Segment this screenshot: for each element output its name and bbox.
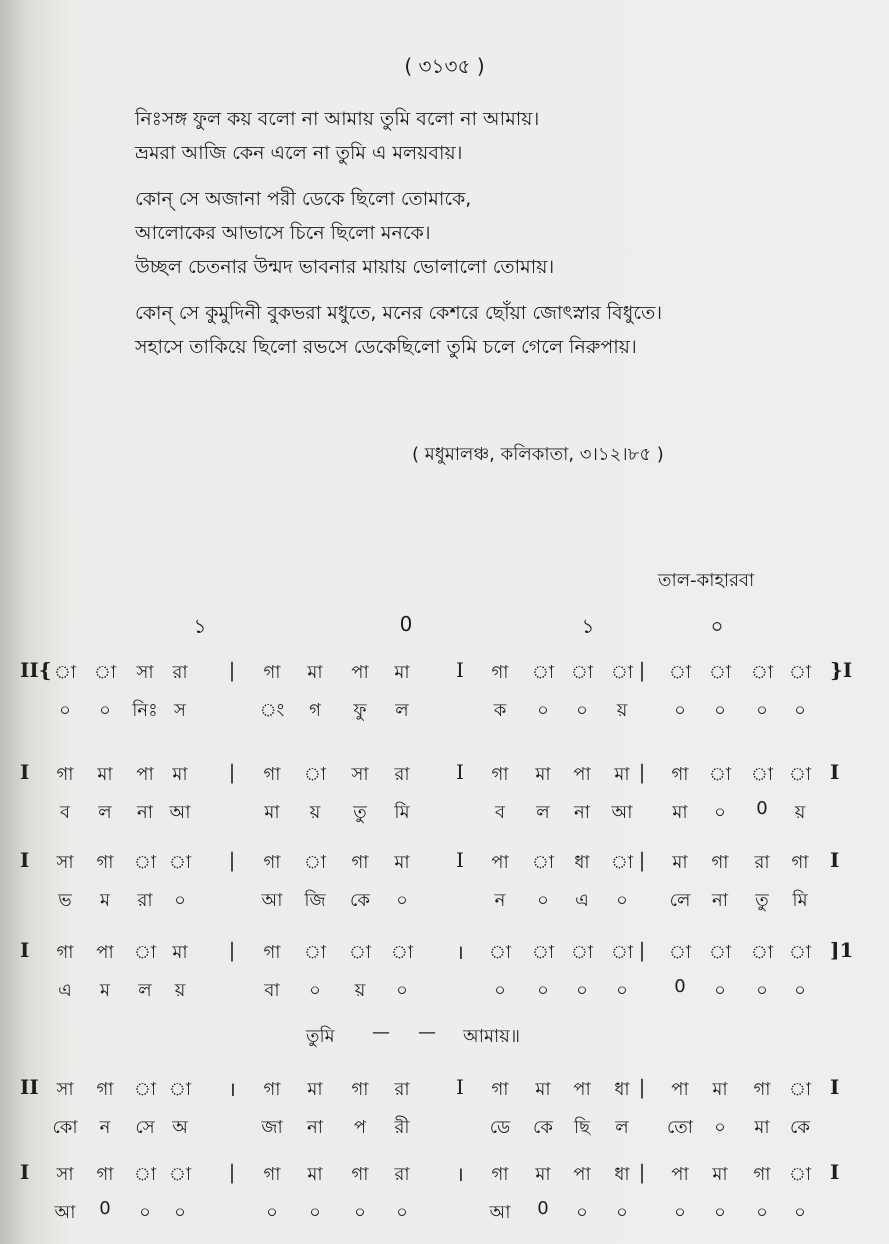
notation-row [0, 938, 889, 1008]
swara-note: া [788, 764, 812, 785]
swara-note: গা [96, 1164, 114, 1185]
swara-note: া [668, 942, 692, 963]
tala-label: তাল-কাহারবা [658, 570, 755, 591]
swara-note: া [708, 764, 732, 785]
notation-row [0, 760, 889, 830]
lyric-syllable: ০ [99, 700, 111, 721]
lyric-syllable: অ [172, 1117, 188, 1138]
swara-note: া [610, 942, 634, 963]
lyric-syllable: ল [98, 802, 112, 823]
swara-note: পা [671, 1079, 689, 1100]
refrain-word: আমায়॥ [463, 1026, 520, 1047]
lyric-syllable: স [174, 700, 186, 721]
swara-note: মা [307, 1164, 323, 1185]
lyric-syllable: ক [493, 700, 507, 721]
poem-line: ভ্রমরা আজি কেন এলে না তুমি এ মলয়বায়। [135, 142, 463, 164]
lyric-syllable: ০ [396, 890, 408, 911]
divider: I [456, 848, 464, 872]
lyric-syllable: ০ [174, 890, 186, 911]
swara-note: গা [711, 852, 729, 873]
swara-note: পা [491, 852, 509, 873]
divider: | [638, 1075, 646, 1099]
lyric-syllable: ০ [537, 700, 549, 721]
lyric-syllable: ০ [354, 1202, 366, 1223]
lyric-syllable: আ [261, 890, 283, 911]
swara-note: া [570, 942, 594, 963]
left-barline: II [20, 1075, 39, 1099]
divider: | [638, 658, 646, 682]
notation-row [0, 848, 889, 918]
lyric-syllable: ০ [576, 700, 588, 721]
swara-note: সা [56, 1079, 74, 1100]
swara-note: া [788, 1079, 812, 1100]
lyric-syllable: ০ [756, 700, 768, 721]
swara-note: গা [491, 764, 509, 785]
lyric-syllable: লে [669, 890, 691, 911]
lyric-line [0, 1198, 889, 1230]
right-barline: I [830, 1075, 840, 1099]
swara-note: পা [671, 1164, 689, 1185]
left-barline: I [20, 938, 30, 962]
lyric-syllable: ০ [396, 1202, 408, 1223]
swara-line [0, 658, 889, 690]
swara-note: গা [351, 1079, 369, 1100]
lyric-line [0, 696, 889, 728]
swara-note: গা [263, 942, 281, 963]
swara-note: া [750, 942, 774, 963]
lyric-syllable: কে [350, 890, 370, 911]
swara-note: গা [491, 662, 509, 683]
lyric-syllable: মা [264, 802, 280, 823]
lyric-syllable: ন [494, 890, 506, 911]
lyric-syllable: ০ [794, 1202, 806, 1223]
lyric-syllable: মি [792, 890, 808, 911]
lyric-syllable: ল [615, 1117, 629, 1138]
lyric-syllable: ভ [58, 890, 72, 911]
swara-note: া [750, 764, 774, 785]
lyric-syllable: ০ [674, 1202, 686, 1223]
divider: । [456, 940, 464, 964]
beat-marks [0, 612, 889, 642]
left-barline: I [20, 848, 30, 872]
lyric-syllable: ০ [756, 980, 768, 1001]
divider: I [456, 1075, 464, 1099]
swara-note: া [303, 764, 327, 785]
swara-note: মা [535, 1164, 551, 1185]
right-barline: I [830, 1160, 840, 1184]
swara-note: া [788, 1164, 812, 1185]
swara-note: মা [394, 662, 410, 683]
swara-note: া [531, 852, 555, 873]
lyric-syllable: ম [100, 890, 110, 911]
swara-note: া [133, 942, 157, 963]
lyric-syllable: মি [394, 802, 410, 823]
lyric-syllable: ০ [309, 980, 321, 1001]
divider: । [228, 1077, 236, 1101]
refrain-dash: — [418, 1022, 436, 1043]
swara-note: া [348, 942, 372, 963]
swara-note: পা [96, 942, 114, 963]
swara-note: া [168, 1164, 192, 1185]
lyric-line [0, 886, 889, 918]
swara-note: গা [491, 1079, 509, 1100]
lyric-syllable: ং [259, 700, 285, 721]
lyric-syllable: ব [59, 802, 71, 823]
swara-note: গা [671, 764, 689, 785]
left-barline: II{ [20, 658, 52, 682]
lyric-syllable: ০ [756, 1202, 768, 1223]
divider: | [638, 848, 646, 872]
lyric-syllable: মা [672, 802, 688, 823]
lyric-syllable: ডে [489, 1117, 511, 1138]
swara-note: মা [172, 764, 188, 785]
lyric-syllable: 0 [537, 1198, 549, 1219]
beat-mark: ০ [710, 614, 724, 638]
lyric-syllable: ০ [576, 980, 588, 1001]
divider: I [456, 658, 464, 682]
lyric-syllable: আ [489, 1202, 511, 1223]
left-barline: I [20, 760, 30, 784]
swara-note: গা [263, 662, 281, 683]
swara-note: া [133, 1164, 157, 1185]
poem-line: আলোকের আভাসে চিনে ছিলো মনকে। [135, 222, 431, 244]
swara-note: রা [172, 662, 188, 683]
swara-note: সা [136, 662, 154, 683]
swara-note: গা [96, 852, 114, 873]
lyric-syllable: রা [137, 890, 153, 911]
lyric-syllable: ০ [537, 980, 549, 1001]
swara-note: া [303, 852, 327, 873]
beat-mark: ১ [581, 614, 595, 638]
lyric-syllable: 0 [756, 798, 768, 819]
lyric-syllable: ০ [794, 700, 806, 721]
right-barline: I [830, 848, 840, 872]
lyric-syllable: না [712, 890, 728, 911]
lyric-syllable: ছি [573, 1117, 591, 1138]
lyric-syllable: ০ [714, 1117, 726, 1138]
swara-note: গা [263, 764, 281, 785]
lyric-syllable: আ [611, 802, 633, 823]
swara-note: া [750, 662, 774, 683]
lyric-syllable: তু [755, 890, 769, 911]
lyric-syllable: গ [309, 700, 321, 721]
swara-note: া [570, 662, 594, 683]
lyric-syllable: প [353, 1117, 367, 1138]
swara-note: পা [573, 764, 591, 785]
swara-note: া [668, 662, 692, 683]
divider: | [228, 658, 236, 682]
swara-note: ধা [614, 1079, 630, 1100]
divider: I [456, 760, 464, 784]
lyric-line [0, 1113, 889, 1145]
swara-note: রা [394, 764, 410, 785]
left-barline: I [20, 1160, 30, 1184]
swara-note: পা [351, 662, 369, 683]
page-number: ( ৩১৩৫ ) [404, 54, 485, 78]
lyric-syllable: কে [533, 1117, 553, 1138]
lyric-syllable: এ [575, 890, 589, 911]
poem-line: কোন্ সে অজানা পরী ডেকে ছিলো তোমাকে, [135, 188, 472, 210]
lyric-syllable: ০ [537, 890, 549, 911]
right-barline: ]1 [830, 938, 854, 962]
swara-note: মা [672, 852, 688, 873]
divider: | [228, 760, 236, 784]
lyric-syllable: না [307, 1117, 323, 1138]
lyric-syllable: আ [54, 1202, 76, 1223]
swara-note: া [133, 852, 157, 873]
swara-note: মা [307, 662, 323, 683]
lyric-syllable: এ [58, 980, 72, 1001]
poem-line: কোন্ সে কুমুদিনী বুকভরা মধুতে, মনের কেশরে ছোঁয়া জোৎস্নার বিধুতে। [135, 302, 663, 324]
lyric-syllable: ন [99, 1117, 111, 1138]
swara-note: া [708, 662, 732, 683]
swara-note: পা [136, 764, 154, 785]
divider: | [228, 938, 236, 962]
swara-note: গা [491, 1164, 509, 1185]
swara-note: মা [394, 852, 410, 873]
divider: | [638, 1160, 646, 1184]
lyric-syllable: ০ [616, 1202, 628, 1223]
swara-note: া [303, 942, 327, 963]
swara-note: সা [56, 1164, 74, 1185]
swara-note: া [133, 1079, 157, 1100]
swara-note: রা [394, 1164, 410, 1185]
swara-note: গা [791, 852, 809, 873]
lyric-syllable: ০ [714, 700, 726, 721]
lyric-syllable: ০ [494, 980, 506, 1001]
swara-note: া [610, 852, 634, 873]
swara-line [0, 1075, 889, 1107]
lyric-syllable: কো [52, 1117, 78, 1138]
lyric-syllable: না [137, 802, 153, 823]
beat-mark: 0 [399, 612, 413, 636]
swara-note: া [610, 662, 634, 683]
lyric-syllable: য় [794, 802, 806, 823]
swara-note: পা [573, 1164, 591, 1185]
lyric-syllable: ০ [59, 700, 71, 721]
swara-note: গা [753, 1079, 771, 1100]
swara-note: পা [573, 1079, 591, 1100]
swara-line [0, 848, 889, 880]
right-barline: }I [830, 658, 853, 682]
lyric-syllable: য় [616, 700, 628, 721]
divider: | [638, 760, 646, 784]
swara-line [0, 760, 889, 792]
swara-note: মা [712, 1164, 728, 1185]
lyric-syllable: ০ [139, 1202, 151, 1223]
lyric-syllable: ল [395, 700, 409, 721]
swara-note: া [531, 942, 555, 963]
lyric-syllable: ০ [714, 802, 726, 823]
lyric-syllable: জি [304, 890, 326, 911]
poem [135, 102, 835, 364]
swara-note: সা [351, 764, 369, 785]
notation-row [0, 658, 889, 728]
lyric-syllable: ০ [794, 980, 806, 1001]
swara-note: গা [56, 764, 74, 785]
swara-note: গা [263, 1164, 281, 1185]
swara-note: মা [172, 942, 188, 963]
lyric-syllable: য় [309, 802, 321, 823]
swara-note: গা [351, 1164, 369, 1185]
swara-note: গা [263, 852, 281, 873]
lyric-syllable: ০ [674, 700, 686, 721]
lyric-syllable: য় [174, 980, 186, 1001]
swara-note: া [708, 942, 732, 963]
swara-note: গা [753, 1164, 771, 1185]
lyric-syllable: সে [135, 1117, 155, 1138]
lyric-syllable: ০ [714, 1202, 726, 1223]
divider: | [638, 938, 646, 962]
swara-note: মা [712, 1079, 728, 1100]
lyric-syllable: তো [666, 1117, 694, 1138]
lyric-line [0, 976, 889, 1008]
lyric-line [0, 798, 889, 830]
lyric-syllable: ০ [714, 980, 726, 1001]
swara-note: া [168, 852, 192, 873]
swara-note: গা [56, 942, 74, 963]
swara-note: ধা [614, 1164, 630, 1185]
lyric-syllable: কে [790, 1117, 810, 1138]
swara-note: া [788, 662, 812, 683]
divider: । [456, 1162, 464, 1186]
divider: | [228, 848, 236, 872]
swara-note: ধা [574, 852, 590, 873]
swara-note: রা [754, 852, 770, 873]
swara-note: গা [96, 1079, 114, 1100]
lyric-syllable: ফু [353, 700, 367, 721]
right-barline: I [830, 760, 840, 784]
swara-note: া [488, 942, 512, 963]
beat-mark: ১ [193, 614, 207, 638]
composition-note: ( মধুমালঞ্চ, কলিকাতা, ৩।১২।৮৫ ) [412, 444, 664, 465]
swara-note: া [788, 942, 812, 963]
swara-note: গা [351, 852, 369, 873]
notation-row [0, 1075, 889, 1145]
lyric-syllable: ল [138, 980, 152, 1001]
swara-note: মা [614, 764, 630, 785]
swara-note: া [531, 662, 555, 683]
lyric-syllable: বা [264, 980, 280, 1001]
swara-note: া [390, 942, 414, 963]
poem-line: সহাসে তাকিয়ে ছিলো রভসে ডেকেছিলো তুমি চলে গেলে নিরুপায়। [135, 336, 637, 358]
poem-line: উচ্ছল চেতনার উন্মদ ভাবনার মায়ায় ভোলালো তোমায়। [135, 256, 555, 278]
swara-note: গা [263, 1079, 281, 1100]
lyric-syllable: 0 [674, 976, 686, 997]
lyric-syllable: রী [394, 1117, 410, 1138]
lyric-syllable: ০ [266, 1202, 278, 1223]
lyric-syllable: 0 [99, 1198, 111, 1219]
lyric-syllable: ০ [616, 980, 628, 1001]
lyric-syllable: তু [353, 802, 367, 823]
swara-line [0, 1160, 889, 1192]
swara-line [0, 938, 889, 970]
lyric-syllable: য় [354, 980, 366, 1001]
swara-note: সা [56, 852, 74, 873]
lyric-syllable: নিঃ [132, 700, 158, 721]
swara-note: মা [307, 1079, 323, 1100]
swara-note: মা [535, 764, 551, 785]
swara-note: া [53, 662, 77, 683]
poem-line: নিঃসঙ্গ ফুল কয় বলো না আমায় তুমি বলো না আমায়। [135, 108, 540, 130]
swara-note: মা [535, 1079, 551, 1100]
lyric-syllable: মা [754, 1117, 770, 1138]
notation-row [0, 1160, 889, 1230]
lyric-syllable: ০ [174, 1202, 186, 1223]
lyric-syllable: আ [169, 802, 191, 823]
lyric-syllable: ০ [309, 1202, 321, 1223]
swara-note: রা [394, 1079, 410, 1100]
swara-note: া [93, 662, 117, 683]
lyric-syllable: ম [100, 980, 110, 1001]
refrain-dash: — [372, 1022, 390, 1043]
swara-note: া [168, 1079, 192, 1100]
divider: | [228, 1160, 236, 1184]
lyric-syllable: ০ [616, 890, 628, 911]
lyric-syllable: ব [494, 802, 506, 823]
lyric-syllable: জা [261, 1117, 283, 1138]
lyric-syllable: ০ [576, 1202, 588, 1223]
lyric-syllable: ল [536, 802, 550, 823]
lyric-syllable: ০ [396, 980, 408, 1001]
swara-note: মা [97, 764, 113, 785]
lyric-syllable: না [574, 802, 590, 823]
refrain-word: তুমি [306, 1026, 335, 1047]
